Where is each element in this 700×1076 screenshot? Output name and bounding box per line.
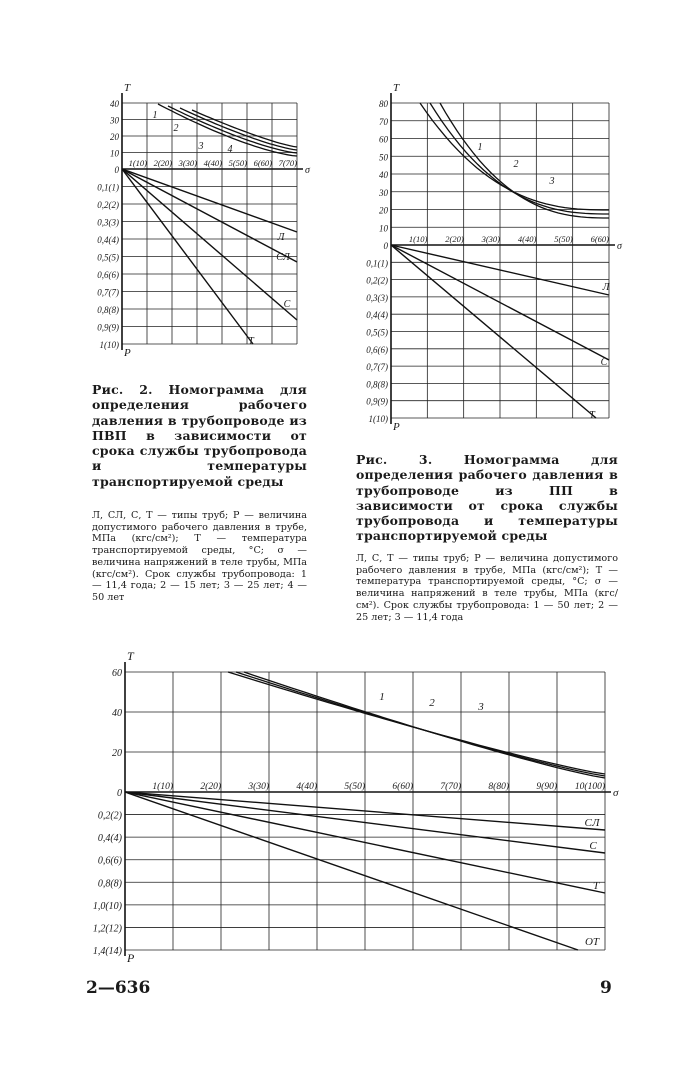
- figure-3-legend: Л, С, Т — типы труб; P — величина допустимого рабочего давления в трубе, МПа (кгс/см²); T — температура транспортируемой среды, °С; σ — величина напряжений в теле трубы, МПа (кгс/см²). Срок службы трубопровода: 1 — 50 лет; 2 — 25 лет; 3 — 11,4 года: [356, 553, 618, 623]
- pipe-type-label: Л: [602, 282, 610, 293]
- temperature-curve-2: [430, 103, 609, 214]
- curve-label: 4: [227, 144, 233, 155]
- sigma-tick-label: 6(60): [590, 234, 609, 244]
- t-axis-title: T: [124, 82, 131, 94]
- page-number: 9: [600, 978, 612, 998]
- nomogram-fig2: [78, 82, 318, 366]
- sigma-tick-label: 2(20): [153, 158, 172, 168]
- t-tick-label: 10: [379, 223, 388, 234]
- p-tick-label: 0,4(4): [97, 235, 119, 245]
- sigma-tick-label: 2(20): [200, 782, 221, 792]
- sigma-tick-label: 6(60): [392, 782, 413, 792]
- sigma-tick-label: 4(40): [203, 158, 222, 168]
- grid-lines: [391, 103, 609, 418]
- t-tick-label: 50: [379, 152, 388, 163]
- grid-lines: [122, 103, 297, 344]
- p-tick-label: 0,8(8): [97, 878, 122, 890]
- figure-2-caption-text: Рис. 2. Номограмма для определения рабочего давления в трубопроводе из ПВП в зависимости от срока службы трубопровода и температуры транспортируемой среды: [92, 382, 307, 489]
- sigma-tick-label: 7(70): [278, 158, 297, 168]
- p-axis-title: P: [124, 347, 131, 359]
- t-axis-title: T: [393, 82, 400, 94]
- temperature-curves: [228, 672, 605, 778]
- sigma-tick-label: 5(50): [228, 158, 247, 168]
- t-tick-label: 30: [110, 115, 119, 126]
- p-tick-label: 0,7(7): [97, 287, 119, 298]
- pipe-type-label: Т: [589, 410, 595, 421]
- sigma-tick-label: 2(20): [445, 234, 464, 244]
- t-tick-label: 0: [117, 788, 122, 799]
- curve-label: 1: [477, 142, 483, 153]
- sigma-tick-label: 6(60): [253, 158, 272, 168]
- p-tick-label: 0,4(4): [97, 833, 122, 845]
- sigma-tick-label: 5(50): [554, 234, 573, 244]
- p-tick-label: 0,1(1): [366, 258, 388, 269]
- pipe-type-ray: [125, 792, 578, 950]
- signature-mark: 2—636: [86, 978, 151, 998]
- t-tick-label: 80: [379, 99, 388, 109]
- p-tick-label: 1(10): [368, 414, 388, 424]
- p-tick-label: 0,8(8): [97, 305, 119, 315]
- t-axis-title: T: [127, 649, 134, 663]
- sigma-tick-label: 5(50): [344, 782, 365, 792]
- figure-2-legend: Л, СЛ, С, Т — типы труб; P — величина допустимого рабочего давления в трубе, МПа (кгс/см²); T — температура транспортируемой среды, °С; σ — величина напряжений в теле трубы, МПа (кгс/см²). Срок службы трубопровода: 1 — 11,4 года; 2 — 15 лет; 3 — 25 лет; 4 — 50 лет: [92, 510, 307, 603]
- p-tick-label: 0,6(6): [97, 855, 122, 867]
- curve-label: 2: [513, 159, 519, 170]
- curve-label: 3: [478, 701, 484, 713]
- p-tick-label: 1(10): [99, 340, 119, 350]
- t-tick-label: 20: [379, 205, 388, 216]
- figure-2-caption: [92, 382, 307, 489]
- sigma-tick-label: 1(10): [128, 158, 147, 168]
- curve-label: 1: [379, 691, 385, 703]
- p-tick-label: 0,5(5): [366, 327, 388, 338]
- p-tick-label: 0,7(7): [366, 362, 388, 373]
- p-tick-label: 0,5(5): [97, 252, 119, 263]
- sigma-axis-title: σ: [613, 787, 619, 799]
- pipe-type-label: ОТ: [584, 936, 600, 948]
- curve-label: 3: [549, 176, 555, 187]
- sigma-tick-label: 1(10): [152, 782, 173, 792]
- pipe-type-label: СЛ: [276, 252, 290, 263]
- p-tick-label: 0,4(4): [366, 310, 388, 321]
- pipe-type-label: С: [283, 299, 291, 310]
- pipe-type-label: Т: [248, 336, 254, 347]
- sigma-tick-label: 4(40): [296, 782, 317, 792]
- nomogram-bottom: [88, 645, 636, 980]
- t-tick-label: 40: [379, 170, 388, 180]
- t-tick-label: 60: [112, 668, 122, 679]
- sigma-tick-label: 3(30): [481, 234, 500, 244]
- sigma-axis-title: σ: [305, 165, 310, 176]
- t-tick-label: 30: [379, 187, 388, 198]
- sigma-axis-title: σ: [617, 241, 622, 252]
- p-tick-label: 0,3(3): [366, 292, 388, 303]
- p-tick-label: 0,6(6): [97, 270, 119, 280]
- axis-labels: [93, 649, 619, 965]
- t-tick-label: 70: [379, 116, 388, 127]
- pipe-type-label: Л: [277, 232, 285, 243]
- sigma-tick-label: 1(10): [408, 234, 428, 244]
- p-tick-label: 1,2(12): [92, 923, 122, 935]
- t-tick-label: 10: [110, 148, 119, 159]
- pipe-type-ray: [122, 169, 297, 262]
- t-tick-label: 60: [379, 134, 388, 145]
- curve-label: 2: [429, 697, 435, 709]
- figure-3-caption: [356, 452, 618, 544]
- sigma-tick-label: 10(100): [574, 782, 605, 792]
- p-tick-label: 0,2(2): [97, 810, 122, 822]
- figure-3-caption-text: Рис. 3. Номограмма для определения рабочего давления в трубопроводе из ПП в зависимости от срока службы трубопровода и температуры транспортируемой среды: [356, 452, 618, 544]
- p-tick-label: 0,6(6): [366, 344, 388, 355]
- t-tick-label: 0: [383, 241, 388, 251]
- p-tick-label: 0,9(9): [366, 396, 388, 407]
- sigma-tick-label: 4(40): [517, 234, 537, 244]
- p-tick-label: 0,3(3): [97, 217, 119, 228]
- p-axis-title: P: [127, 951, 135, 965]
- sigma-tick-label: 7(70): [440, 782, 461, 792]
- curve-label: 2: [173, 123, 179, 134]
- temperature-curve-3: [244, 672, 605, 778]
- t-tick-label: 40: [112, 708, 122, 719]
- p-tick-label: 0,2(2): [366, 275, 388, 286]
- pipe-type-label: С: [600, 357, 608, 368]
- t-tick-label: 20: [110, 132, 119, 142]
- nomogram-fig3: [350, 82, 630, 436]
- pipe-type-ray: [122, 169, 297, 320]
- p-tick-label: 0,8(8): [366, 379, 388, 390]
- p-tick-label: 0,1(1): [97, 182, 119, 193]
- p-tick-label: 0,2(2): [97, 200, 119, 210]
- t-tick-label: 0: [114, 165, 119, 175]
- pipe-type-label: СЛ: [584, 817, 600, 829]
- pipe-type-label: С: [589, 840, 597, 852]
- p-axis-title: P: [393, 421, 400, 433]
- curve-label: 3: [198, 141, 204, 152]
- sigma-tick-label: 3(30): [178, 158, 197, 168]
- p-tick-label: 1,4(14): [92, 946, 122, 957]
- sigma-tick-label: 3(30): [248, 782, 269, 792]
- temperature-curve-3: [440, 103, 609, 218]
- sigma-tick-label: 8(80): [488, 782, 509, 792]
- t-tick-label: 20: [112, 748, 122, 759]
- sigma-tick-label: 9(90): [536, 782, 557, 792]
- pipe-type-label: Т: [592, 880, 600, 892]
- p-tick-label: 1,0(10): [92, 900, 122, 912]
- p-tick-label: 0,9(9): [97, 322, 119, 333]
- curve-label: 1: [152, 110, 158, 121]
- pipe-type-ray: [122, 169, 297, 232]
- t-tick-label: 40: [110, 99, 119, 109]
